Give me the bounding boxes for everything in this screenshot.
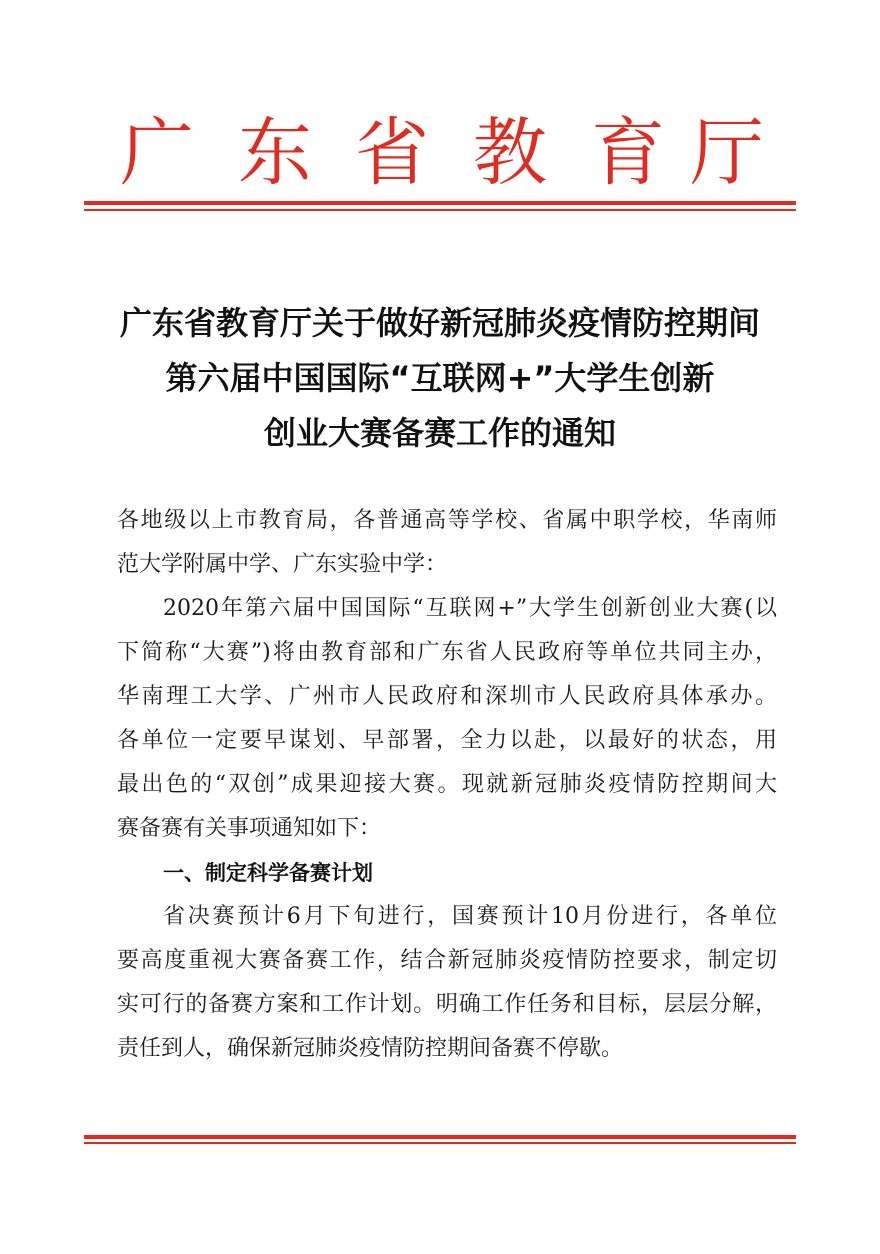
addressee-line-1: 各地级以上市教育局，各普通高等学校、省属中职学校，华南师 <box>117 508 777 533</box>
paragraph-1-line-1: 2020年第六届中国国际“互联网+”大学生创新创业大赛(以 <box>163 596 777 621</box>
letterhead-masthead <box>0 112 880 194</box>
section-1-line-1: 省决赛预计6月下旬进行，国赛预计10月份进行，各单位 <box>163 904 777 929</box>
footer-divider-thick <box>84 1135 796 1139</box>
section-1-line-2: 要高度重视大赛备赛工作，结合新冠肺炎疫情防控要求，制定切 <box>117 948 777 973</box>
document-title-line-1: 广东省教育厅关于做好新冠肺炎疫情防控期间 <box>119 304 760 342</box>
paragraph-1-line-4: 各单位一定要早谋划、早部署，全力以赴，以最好的状态，用 <box>117 728 777 753</box>
section-1-line-3: 实可行的备赛方案和工作计划。明确工作任务和目标，层层分解， <box>117 992 777 1017</box>
section-1-heading: 一、制定科学备赛计划 <box>163 861 373 885</box>
footer-divider-thin <box>84 1142 796 1144</box>
masthead-char-2: 东 <box>238 110 312 196</box>
paragraph-1-line-2: 下简称“大赛”)将由教育部和广东省人民政府等单位共同主办， <box>117 640 777 665</box>
paragraph-1-line-6: 赛备赛有关事项通知如下： <box>117 816 382 841</box>
masthead-char-1: 广 <box>120 110 194 196</box>
masthead-char-4: 教 <box>473 110 547 196</box>
document-title-line-2: 第六届中国国际“互联网+”大学生创新 <box>165 359 715 397</box>
paragraph-1-line-5: 最出色的“双创”成果迎接大赛。现就新冠肺炎疫情防控期间大 <box>117 772 777 797</box>
masthead-char-5: 育 <box>591 110 665 196</box>
addressee-line-2: 范大学附属中学、广东实验中学： <box>117 552 448 577</box>
document-title-line-3: 创业大赛备赛工作的通知 <box>263 414 616 452</box>
paragraph-1-line-3: 华南理工大学、广州市人民政府和深圳市人民政府具体承办。 <box>117 684 777 709</box>
header-divider-thick <box>84 201 796 205</box>
masthead-char-6: 厅 <box>690 110 764 196</box>
header-divider-thin <box>84 209 796 211</box>
masthead-char-3: 省 <box>355 110 429 196</box>
section-1-line-4: 责任到人，确保新冠肺炎疫情防控期间备赛不停歇。 <box>117 1036 624 1061</box>
